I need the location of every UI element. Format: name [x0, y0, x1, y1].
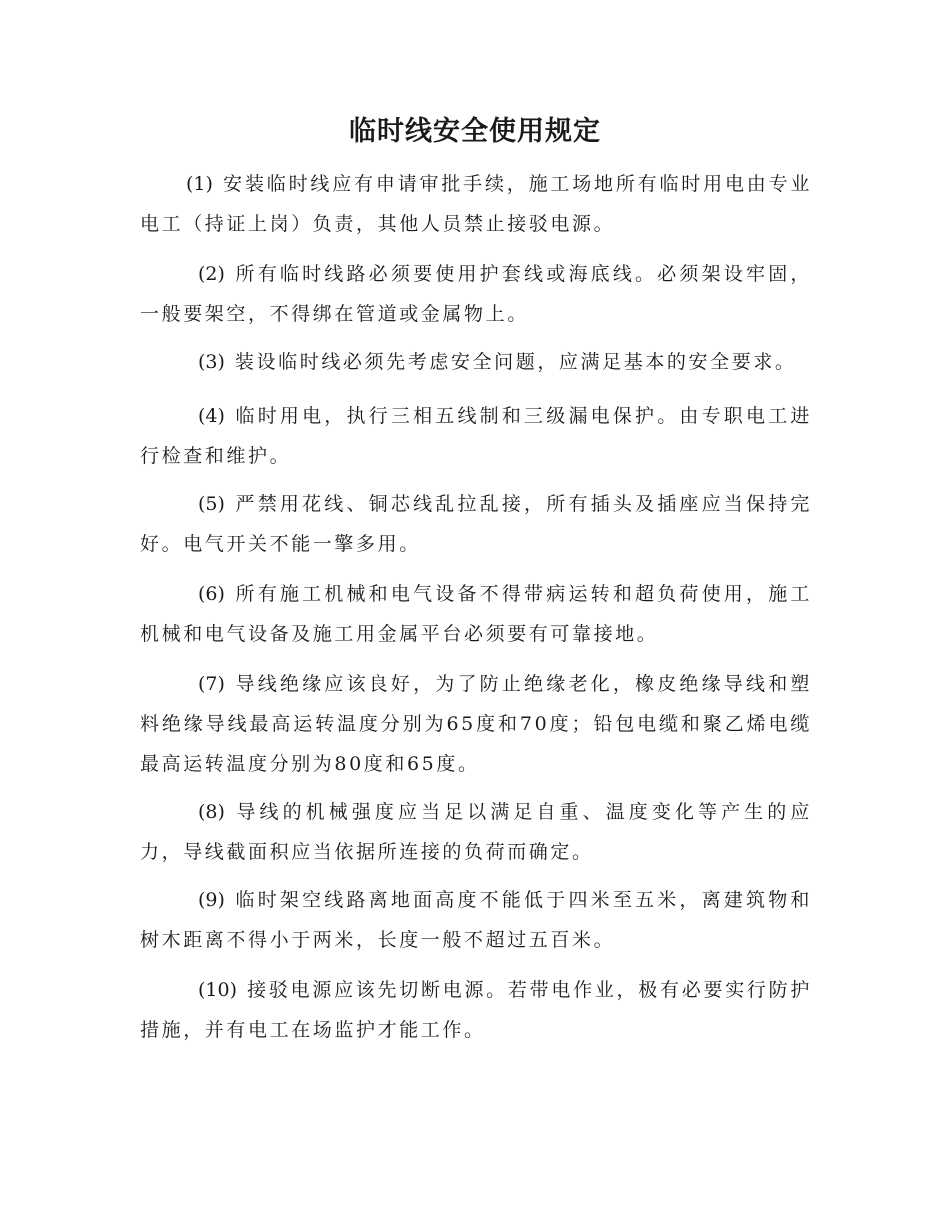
rule-paragraph-10 [140, 970, 812, 1050]
rule-text: 所有临时线路必须要使用护套线或海底线。必须架设牢固，一般要架空，不得绑在管道或金属物上。 [140, 263, 812, 325]
rule-text: 临时用电，执行三相五线制和三级漏电保护。由专职电工进行检查和维护。 [140, 405, 812, 467]
rule-number: (1) [186, 173, 213, 195]
rule-text: 导线绝缘应该良好，为了防止绝缘老化，橡皮绝缘导线和塑料绝缘导线最高运转温度分别为65度和70度；铅包电缆和聚乙烯电缆最高运转温度分别为80度和65度。 [140, 673, 812, 775]
rule-paragraph-1 [140, 164, 812, 244]
rule-text: 所有施工机械和电气设备不得带病运转和超负荷使用，施工机械和电气设备及施工用金属平台必须要有可靠接地。 [140, 583, 812, 645]
rule-text: 装设临时线必须先考虑安全问题，应满足基本的安全要求。 [234, 351, 797, 373]
rule-number: (6) [198, 583, 225, 605]
page-title: 临时线安全使用规定 [349, 116, 601, 147]
rule-number: (7) [198, 673, 225, 695]
rule-paragraph-6 [140, 574, 812, 654]
rule-text: 接驳电源应该先切断电源。若带电作业，极有必要实行防护措施，并有电工在场监护才能工作。 [140, 979, 812, 1041]
rule-text: 严禁用花线、铜芯线乱拉乱接，所有插头及插座应当保持完好。电气开关不能一擎多用。 [140, 493, 812, 555]
rule-number: (3) [198, 351, 225, 373]
rule-number: (2) [198, 263, 225, 285]
rule-paragraph-4 [140, 396, 812, 476]
rule-paragraph-5 [140, 484, 812, 564]
rule-paragraph-3 [140, 342, 812, 382]
rule-paragraph-8 [140, 792, 812, 872]
rule-text: 临时架空线路离地面高度不能低于四米至五米，离建筑物和树木距离不得小于两米，长度一般不超过五百米。 [140, 889, 812, 951]
rule-text: 导线的机械强度应当足以满足自重、温度变化等产生的应力，导线截面积应当依据所连接的负荷而确定。 [140, 801, 812, 863]
rule-number: (10) [198, 979, 238, 1001]
rule-paragraph-9 [140, 880, 812, 960]
rule-number: (4) [198, 405, 225, 427]
rule-text: 安装临时线应有申请审批手续，施工场地所有临时用电由专业电工（持证上岗）负责，其他人员禁止接驳电源。 [140, 173, 812, 235]
rule-number: (9) [198, 889, 225, 911]
rule-number: (8) [198, 801, 225, 823]
rule-number: (5) [198, 493, 225, 515]
rule-paragraph-2 [140, 254, 812, 334]
rule-paragraph-7 [140, 664, 812, 784]
